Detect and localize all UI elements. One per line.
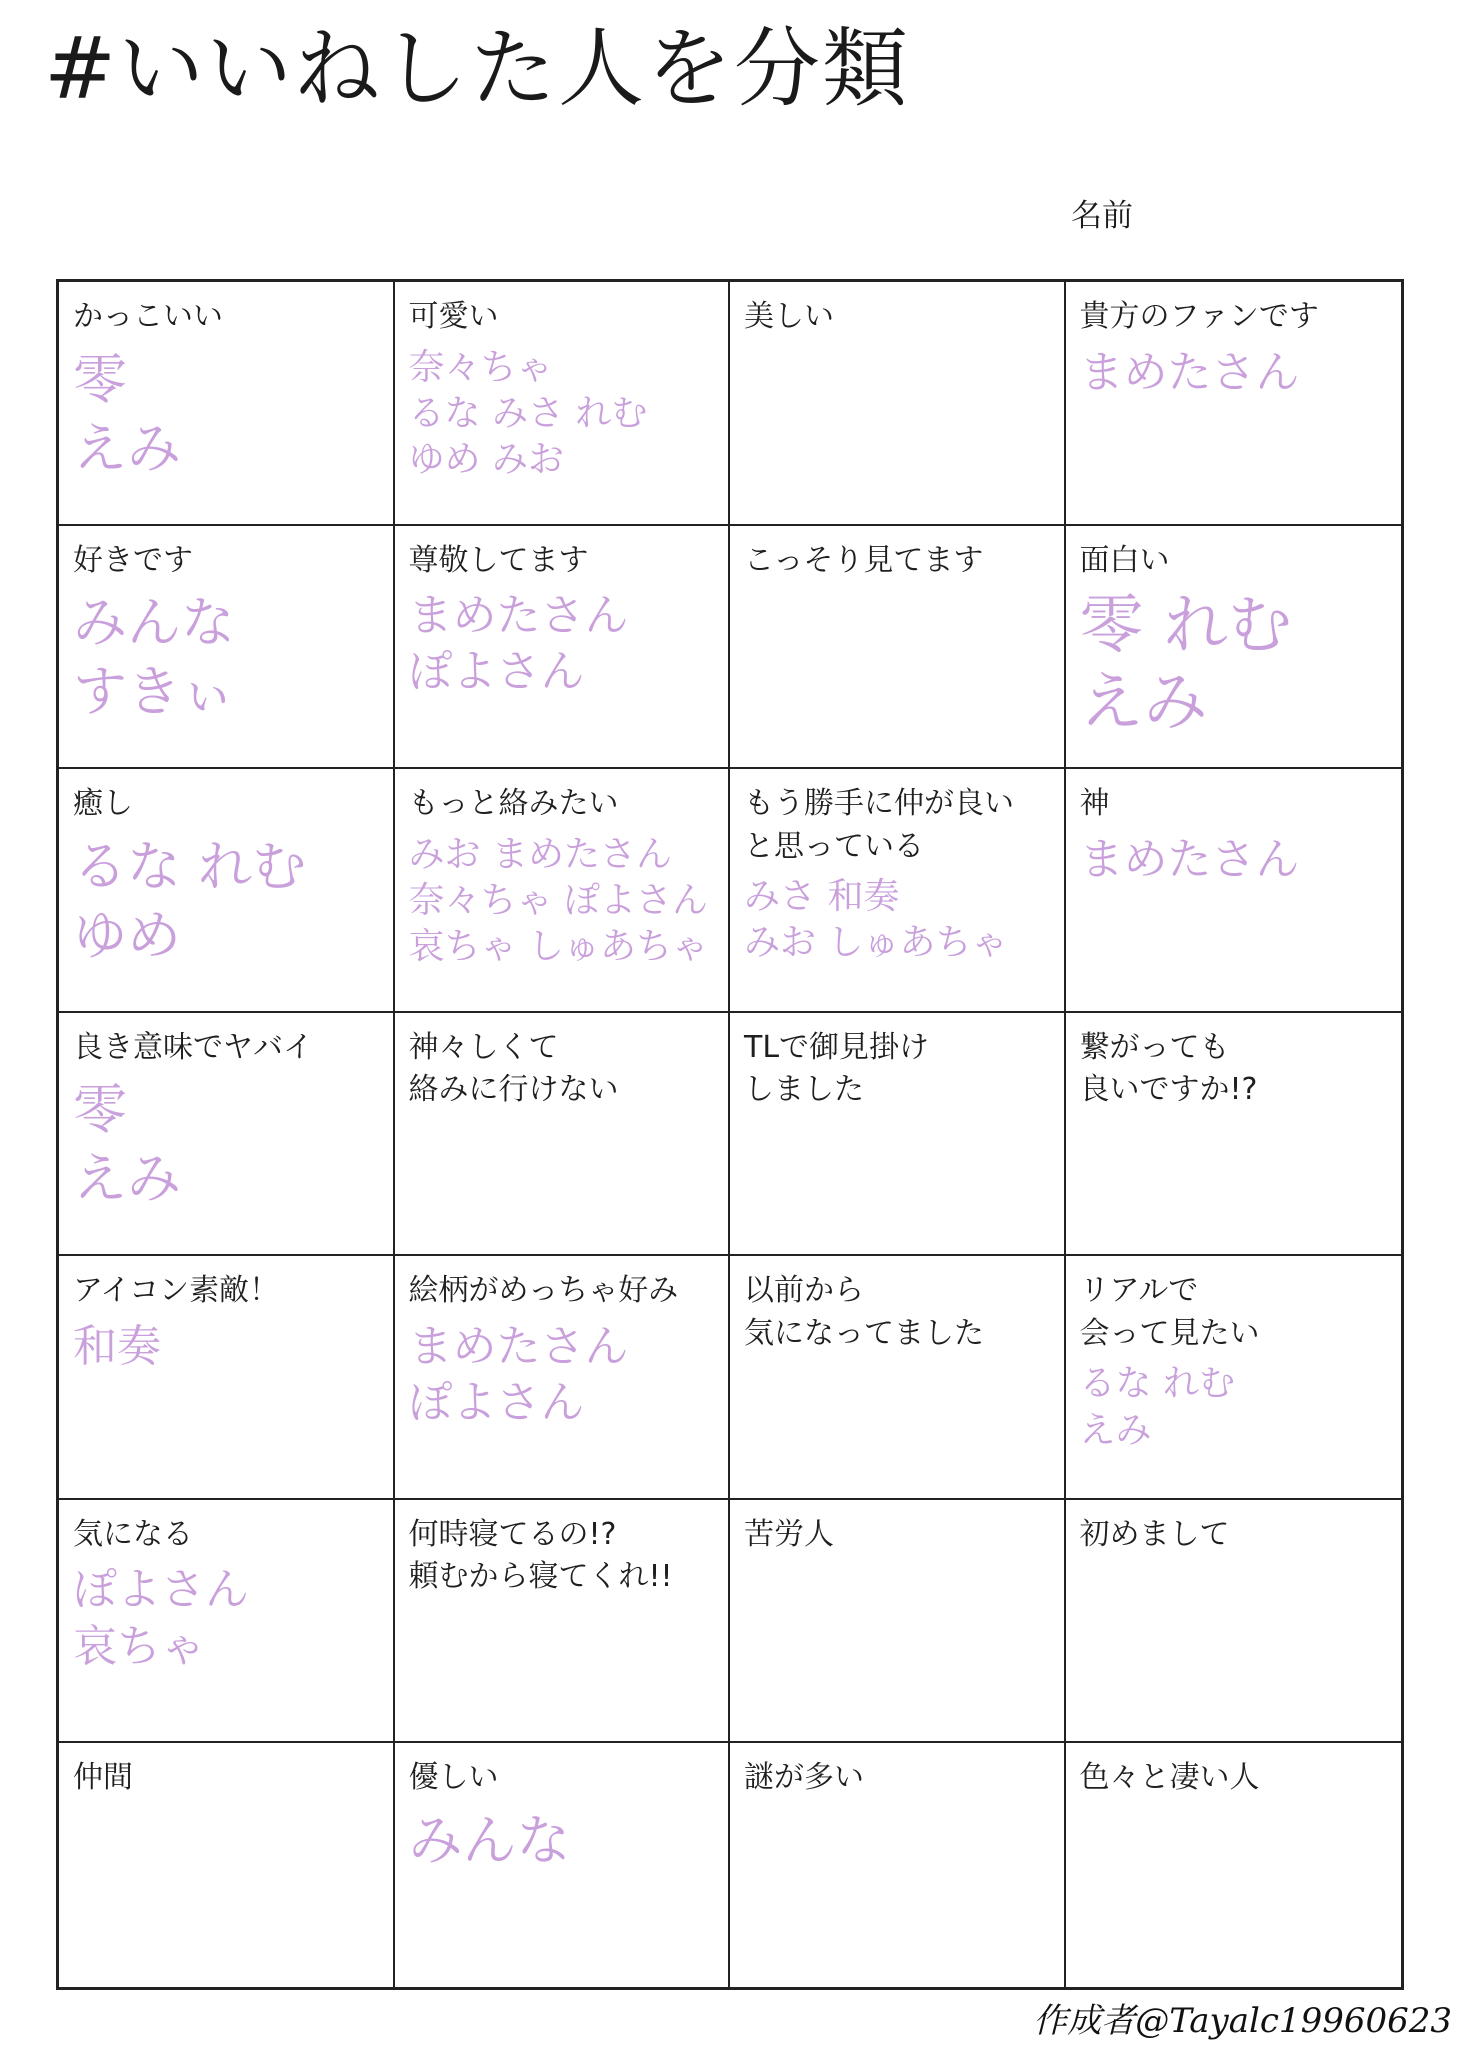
author-signature: 作成者@Tayalc19960623 xyxy=(1033,2001,1452,2041)
cell-names: みんな xyxy=(408,1809,571,1873)
cell-label: 何時寝てるの!? 頼むから寝てくれ!! xyxy=(408,1516,673,1595)
cell-omoshiroi xyxy=(1066,526,1402,770)
cell-egara xyxy=(395,1256,731,1500)
cell-kogoshikute xyxy=(395,1013,731,1257)
cell-names: 零 れむ えみ xyxy=(1079,589,1292,740)
cell-names: ぽよさん 哀ちゃ xyxy=(73,1564,249,1672)
cell-sonkei xyxy=(395,526,731,770)
cell-names: まめたさん xyxy=(1079,346,1300,398)
cell-kami xyxy=(1066,769,1402,1013)
cell-icon-suteki xyxy=(59,1256,395,1500)
cell-label: こっそり見てます xyxy=(744,542,984,578)
cell-nazo xyxy=(730,1743,1066,1987)
cell-kurounin xyxy=(730,1500,1066,1744)
cell-names: まめたさん xyxy=(1079,833,1300,885)
cell-label: 初めまして xyxy=(1079,1516,1230,1552)
category-grid xyxy=(56,279,1404,1990)
cell-label: リアルで 会って見たい xyxy=(1079,1273,1260,1351)
cell-names: 零 えみ xyxy=(73,347,181,480)
cell-label: 繋がっても 良いですか!? xyxy=(1079,1029,1258,1108)
cell-names: みさ 和奏 みお しゅあちゃ xyxy=(744,876,1008,964)
cell-label: もう勝手に仲が良い と思っている xyxy=(744,786,1014,864)
cell-suki xyxy=(59,526,395,770)
cell-itsu-neteru xyxy=(395,1500,731,1744)
cell-label: 色々と凄い人 xyxy=(1079,1760,1260,1796)
cell-names: 零 えみ xyxy=(73,1078,181,1211)
cell-label: 良き意味でヤバイ xyxy=(73,1029,313,1065)
cell-fan xyxy=(1066,282,1402,526)
cell-label: 以前から 気になってました xyxy=(744,1273,984,1351)
cell-label: 尊敬してます xyxy=(408,542,589,578)
cell-label: かっこいい xyxy=(73,299,223,334)
cell-izen-kara xyxy=(730,1256,1066,1500)
cell-label: 貴方のファンです xyxy=(1079,299,1319,334)
cell-kossori xyxy=(730,526,1066,770)
cell-tl xyxy=(730,1013,1066,1257)
cell-label: 面白い xyxy=(1079,542,1170,578)
cell-label: 美しい xyxy=(744,299,834,334)
cell-label: 謎が多い xyxy=(744,1760,864,1796)
cell-names: まめたさん ぽよさん xyxy=(408,1320,629,1429)
cell-hajimemashite xyxy=(1066,1500,1402,1744)
cell-label: 絵柄がめっちゃ好み xyxy=(408,1273,679,1309)
cell-yabai xyxy=(59,1013,395,1257)
cell-names: るな れむ えみ xyxy=(1079,1363,1235,1451)
cell-label: TLで御見掛け しました xyxy=(744,1029,930,1108)
cell-label: 優しい xyxy=(408,1760,499,1796)
cell-label: 神々しくて 絡みに行けない xyxy=(408,1029,619,1108)
cell-kakkoii xyxy=(59,282,395,526)
cell-names: るな れむ ゆめ xyxy=(73,834,307,967)
page-title: #いいねした人を分類 xyxy=(44,19,911,119)
cell-nakagayoi xyxy=(730,769,1066,1013)
cell-label: 神 xyxy=(1079,786,1110,822)
cell-label: アイコン素敵！ xyxy=(73,1273,280,1309)
cell-label: 気になる xyxy=(73,1516,193,1552)
cell-names: みお まめたさん 奈々ちゃ ぽよさん 哀ちゃ しゅあちゃ xyxy=(408,833,708,967)
cell-label: 癒し xyxy=(73,786,133,822)
name-label: 名前 xyxy=(1071,198,1133,234)
cell-label: 苦労人 xyxy=(744,1516,834,1552)
cell-names: まめたさん ぽよさん xyxy=(408,590,629,698)
cell-motto-karamitai xyxy=(395,769,731,1013)
cell-tsunagatte xyxy=(1066,1013,1402,1257)
cell-iyashi xyxy=(59,769,395,1013)
cell-real xyxy=(1066,1256,1402,1500)
cell-names: 和奏 xyxy=(73,1320,161,1372)
cell-iroiro xyxy=(1066,1743,1402,1987)
cell-label: 可愛い xyxy=(408,299,499,334)
cell-label: もっと絡みたい xyxy=(408,786,619,822)
cell-yasashii xyxy=(395,1743,731,1987)
cell-kawaii xyxy=(395,282,731,526)
cell-utsukushii xyxy=(730,282,1066,526)
cell-label: 好きです xyxy=(73,542,193,578)
cell-kininaru xyxy=(59,1500,395,1744)
cell-label: 仲間 xyxy=(73,1760,133,1796)
cell-nakama xyxy=(59,1743,395,1987)
cell-names: みんな すきぃ xyxy=(73,591,235,724)
cell-names: 奈々ちゃ るな みさ れむ ゆめ みお xyxy=(408,346,648,480)
